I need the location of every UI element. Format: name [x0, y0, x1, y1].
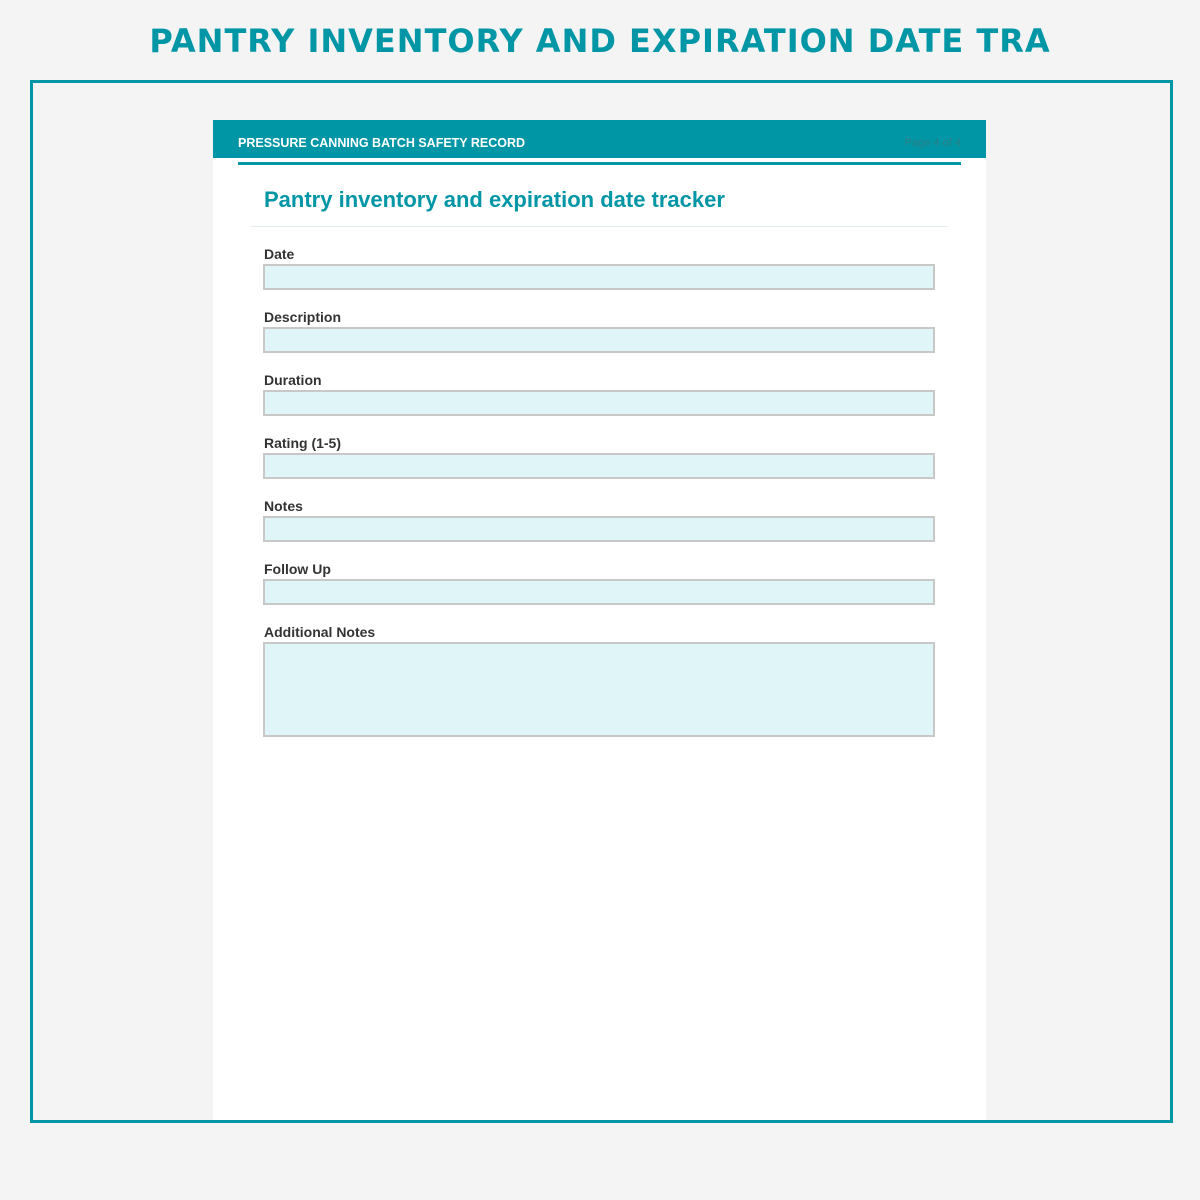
additional-notes-label: Additional Notes — [264, 624, 376, 640]
notes-field[interactable] — [263, 516, 935, 542]
document-page — [213, 120, 986, 1120]
description-field[interactable] — [263, 327, 935, 353]
title-divider — [251, 226, 948, 227]
notes-label: Notes — [264, 498, 303, 514]
date-field[interactable] — [263, 264, 935, 290]
duration-field[interactable] — [263, 390, 935, 416]
description-label: Description — [264, 309, 342, 325]
follow-up-field[interactable] — [263, 579, 935, 605]
rating-label: Rating (1-5) — [264, 435, 341, 451]
follow-up-label: Follow Up — [264, 561, 331, 577]
banner-title: PANTRY INVENTORY AND EXPIRATION DATE TRA — [149, 22, 1051, 60]
page-header — [213, 120, 986, 158]
date-label: Date — [264, 246, 295, 262]
header-title: PRESSURE CANNING BATCH SAFETY RECORD — [238, 136, 526, 150]
additional-notes-field[interactable] — [263, 642, 935, 737]
page-number: Page 4 of 4 — [904, 137, 961, 149]
rating-field[interactable] — [263, 453, 935, 479]
document-frame — [30, 80, 1173, 1123]
form-title: Pantry inventory and expiration date tracker — [264, 187, 725, 212]
duration-label: Duration — [264, 372, 322, 388]
header-divider — [238, 162, 961, 165]
